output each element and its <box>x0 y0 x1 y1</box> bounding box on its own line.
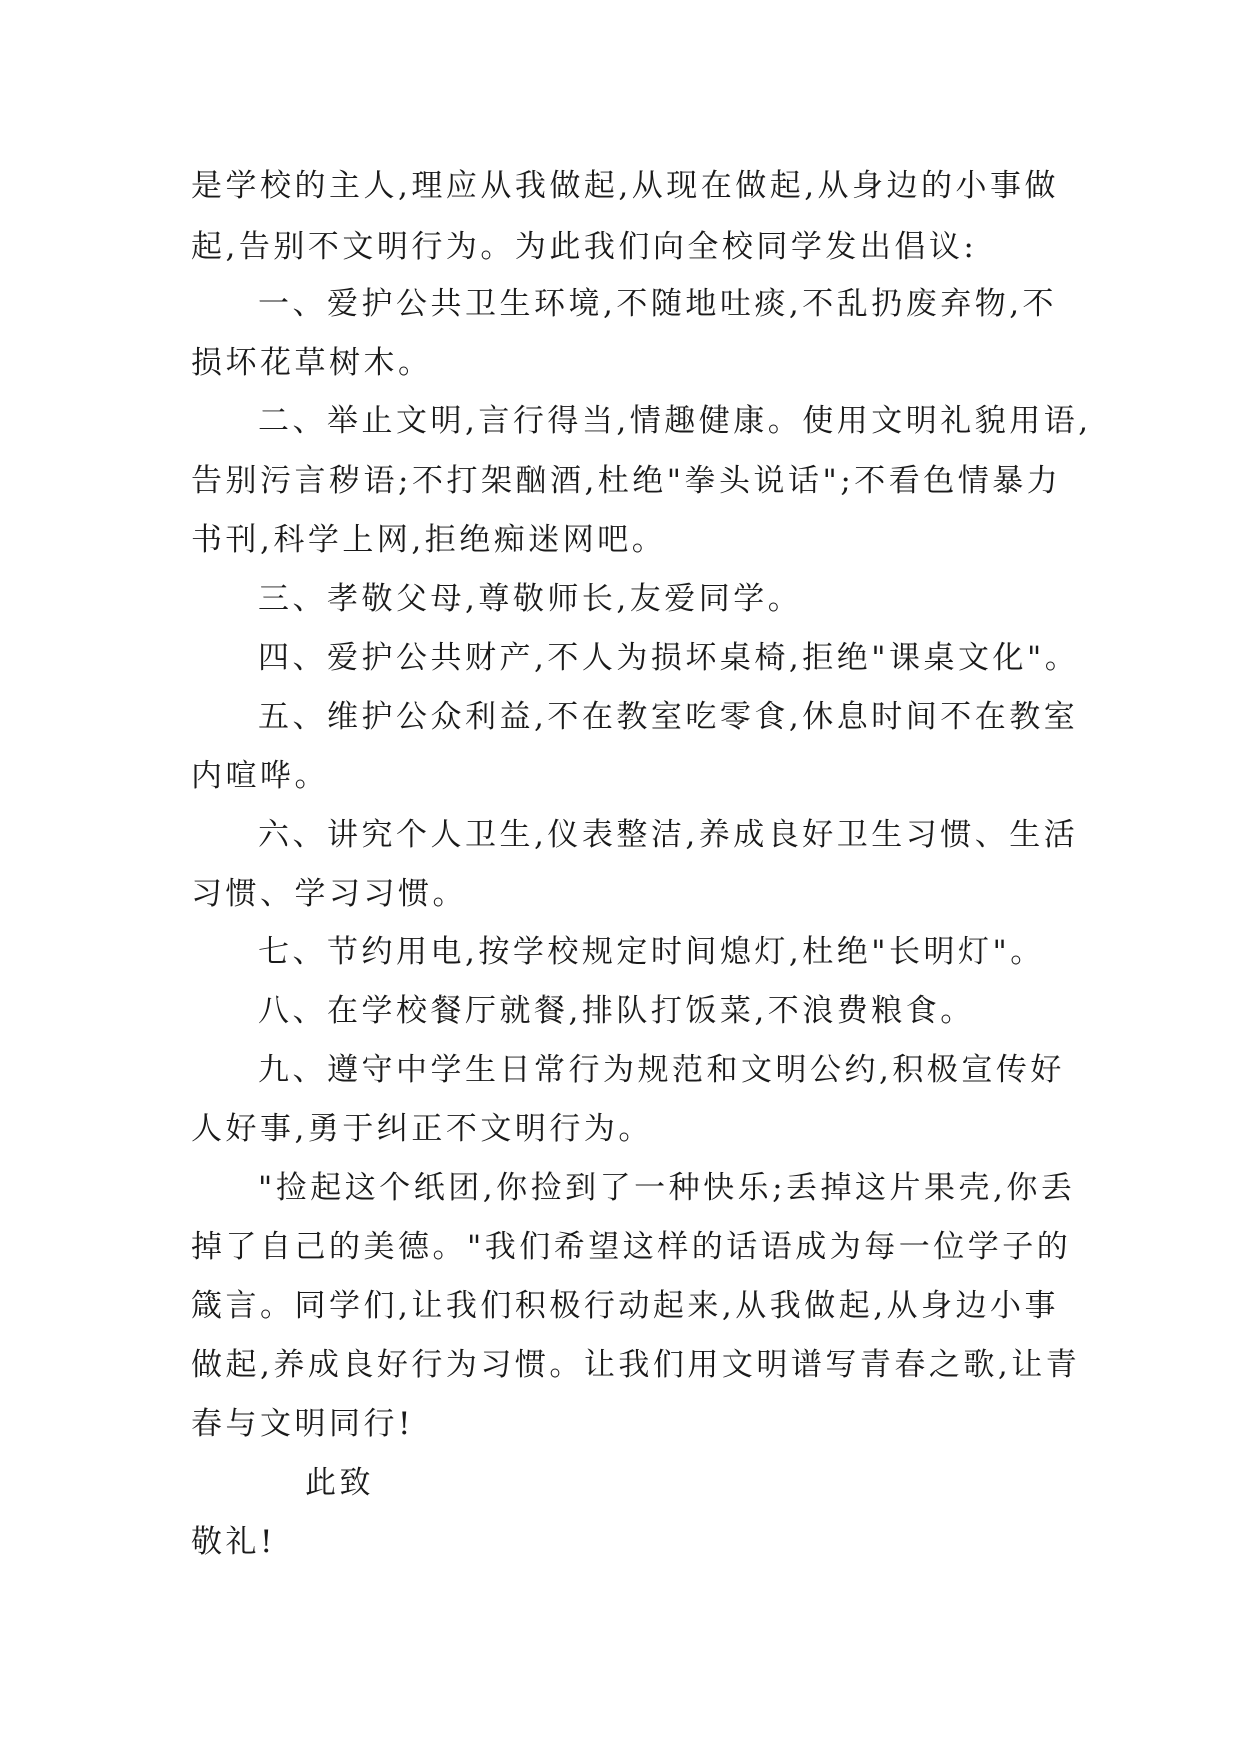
text-line: 一、爱护公共卫生环境,不随地吐痰,不乱扔废弃物,不 <box>258 286 1058 322</box>
text-line: 箴言。同学们,让我们积极行动起来,从我做起,从身边小事 <box>191 1288 1060 1324</box>
text-line: 人好事,勇于纠正不文明行为。 <box>191 1111 653 1147</box>
text-line: 八、在学校餐厅就餐,排队打饭菜,不浪费粮食。 <box>258 993 975 1029</box>
text-line: 内喧哗。 <box>191 758 329 794</box>
text-line: 起,告别不文明行为。为此我们向全校同学发出倡议: <box>191 229 978 265</box>
text-line: 春与文明同行! <box>191 1406 414 1442</box>
text-line: 掉了自己的美德。"我们希望这样的话语成为每一位学子的 <box>191 1229 1072 1265</box>
text-line: 二、举止文明,言行得当,情趣健康。使用文明礼貌用语, <box>258 403 1092 439</box>
text-line: 五、维护公众利益,不在教室吃零食,休息时间不在教室 <box>258 699 1079 735</box>
closing-salutation: 此致 <box>305 1465 374 1501</box>
text-line: 书刊,科学上网,拒绝痴迷网吧。 <box>191 522 667 558</box>
text-line: 三、孝敬父母,尊敬师长,友爱同学。 <box>258 581 803 617</box>
text-line: 习惯、学习习惯。 <box>191 876 467 912</box>
text-line: 六、讲究个人卫生,仪表整洁,养成良好卫生习惯、生活 <box>258 817 1079 853</box>
text-line: 四、爱护公共财产,不人为损坏桌椅,拒绝"课桌文化"。 <box>258 640 1080 676</box>
text-line: 损坏花草树木。 <box>191 345 433 381</box>
text-line: 七、节约用电,按学校规定时间熄灯,杜绝"长明灯"。 <box>258 934 1045 970</box>
text-line: 告别污言秽语;不打架酗酒,杜绝"拳头说话";不看色情暴力 <box>191 463 1062 499</box>
closing-regards: 敬礼! <box>191 1524 276 1560</box>
text-line: 是学校的主人,理应从我做起,从现在做起,从身边的小事做 <box>191 168 1060 204</box>
text-line: 做起,养成良好行为习惯。让我们用文明谱写青春之歌,让青 <box>191 1347 1081 1383</box>
text-line: 九、遵守中学生日常行为规范和文明公约,积极宣传好 <box>258 1052 1065 1088</box>
text-line: "捡起这个纸团,你捡到了一种快乐;丢掉这片果壳,你丢 <box>258 1170 1076 1206</box>
